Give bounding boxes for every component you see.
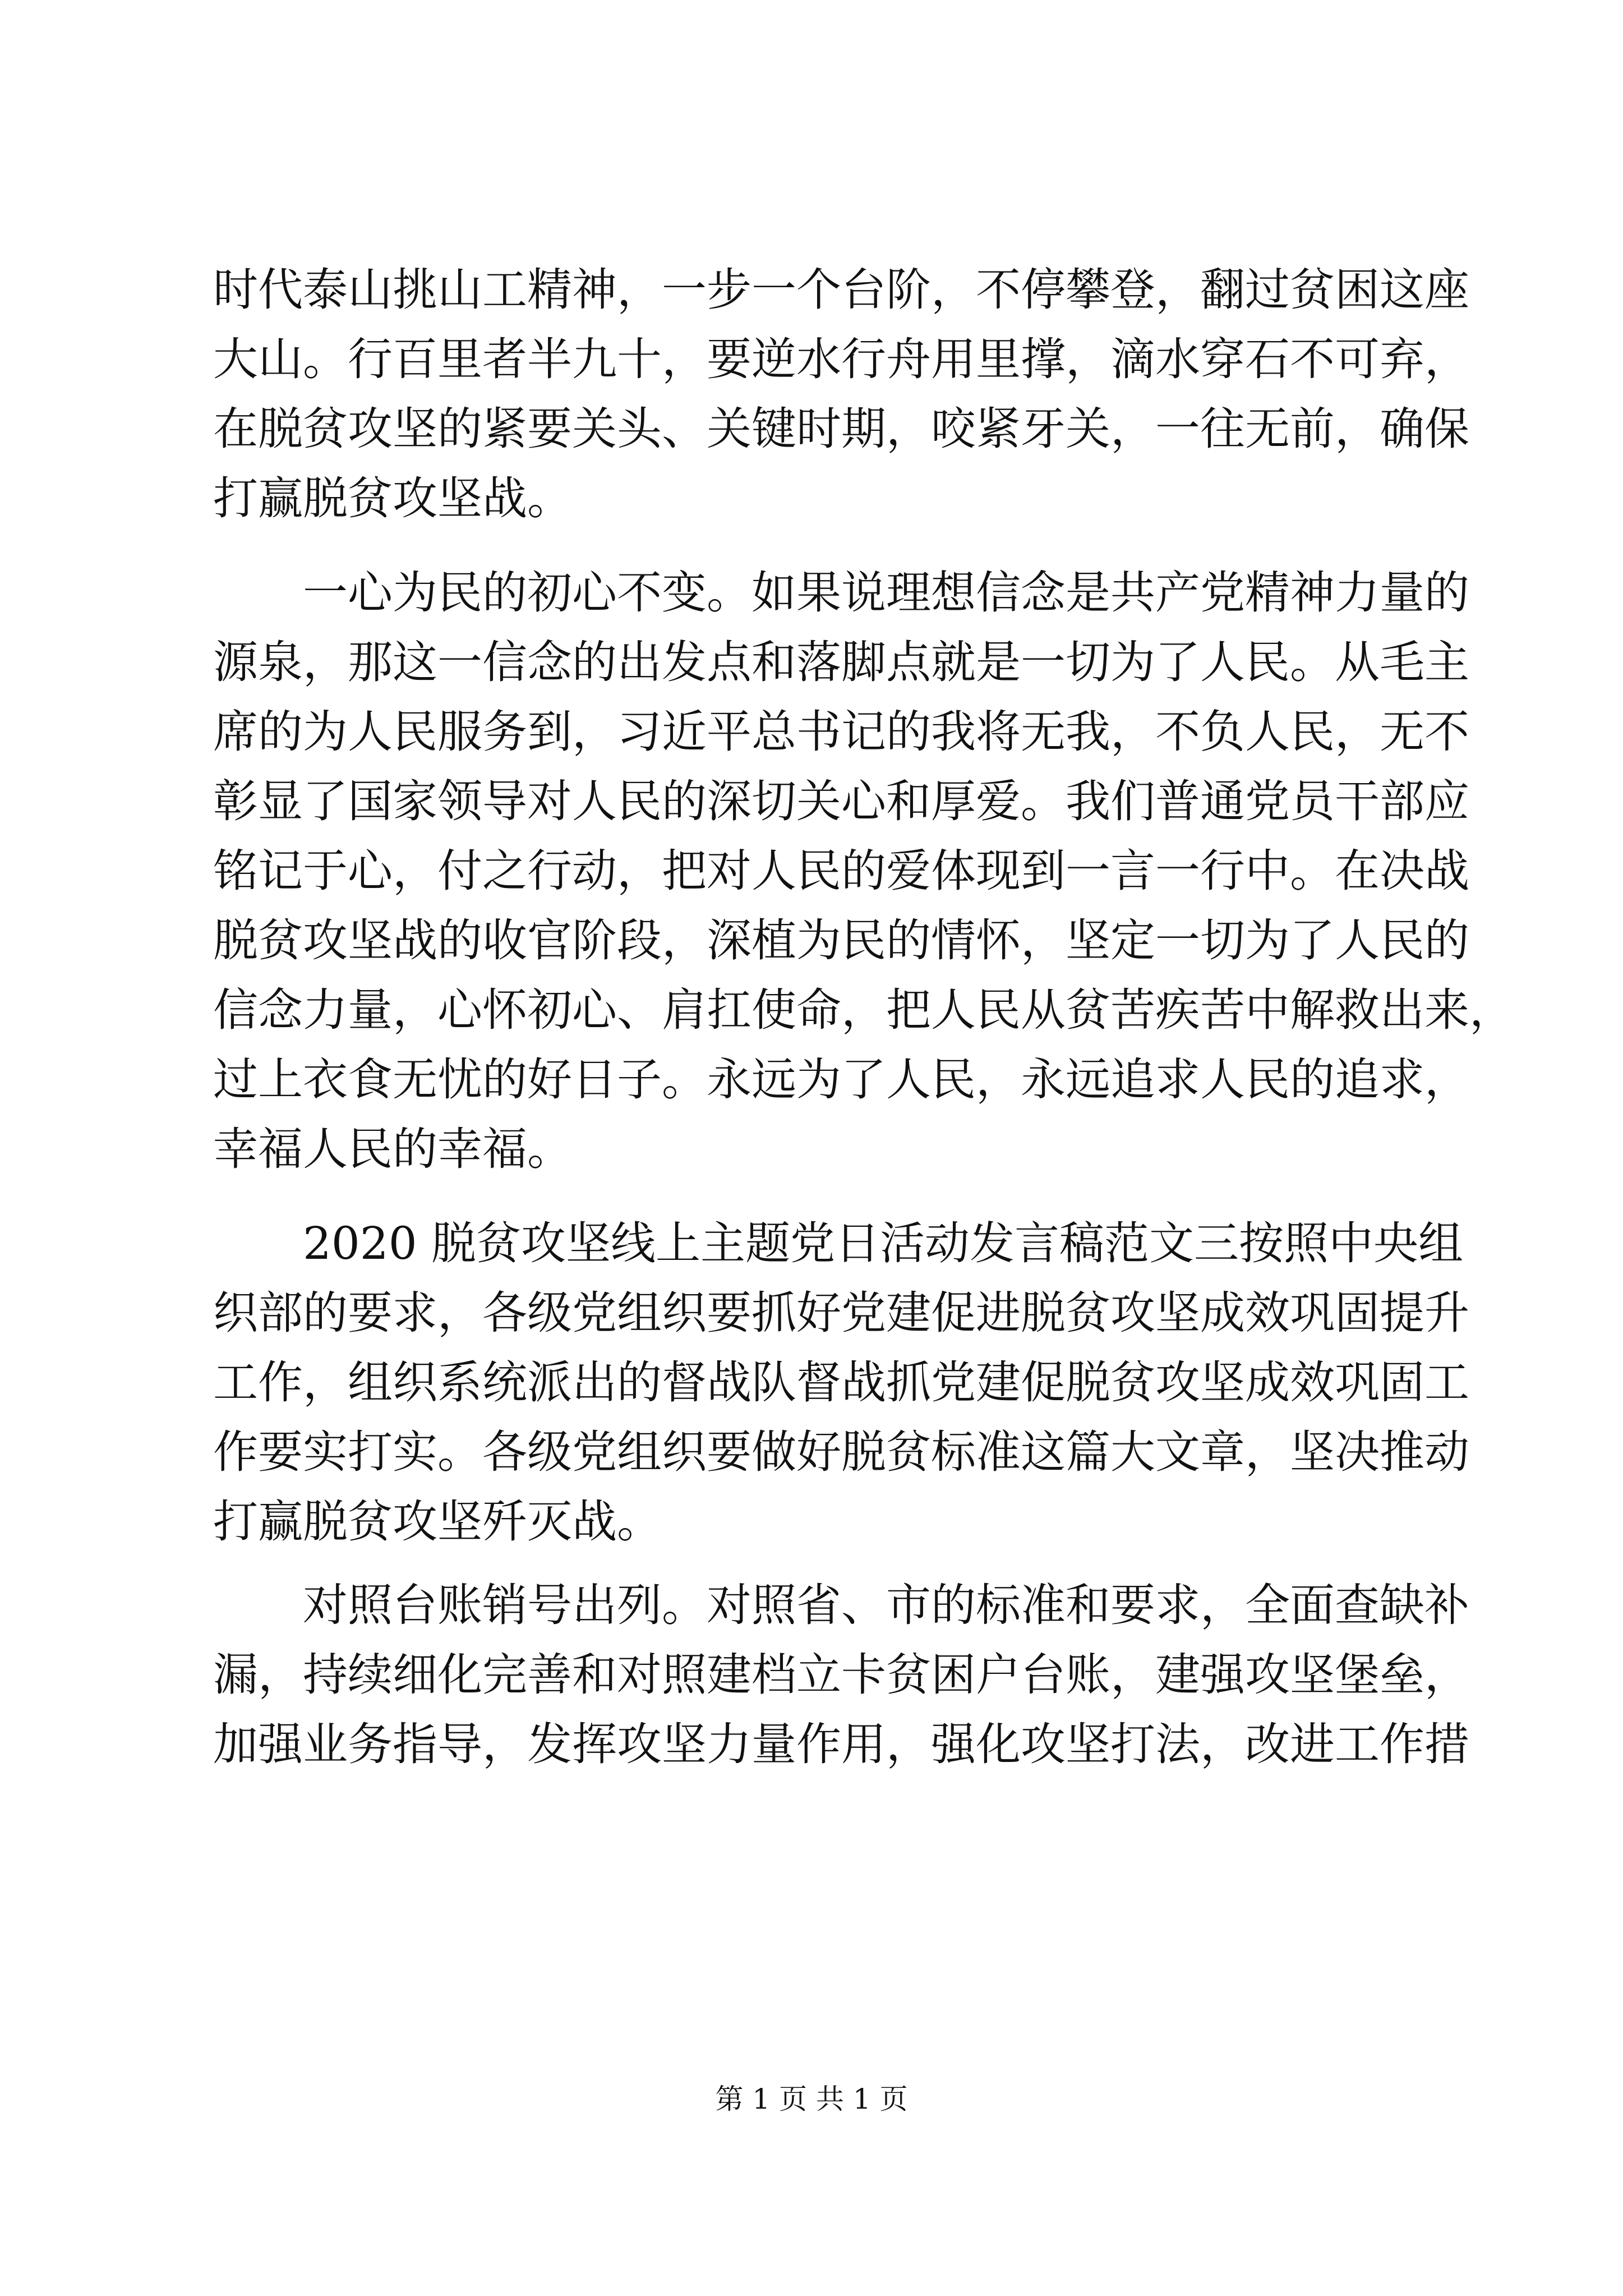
paragraph-1 — [213, 255, 1469, 533]
text-line: 铭记于心，付之行动，把对人民的爱体现到一言一行中。在决战 — [213, 845, 1469, 897]
text-line: 过上衣食无忧的好日子。永远为了人民，永远追求人民的追求， — [213, 1053, 1469, 1106]
text-line: 打赢脱贫攻坚歼灭战。 — [213, 1496, 662, 1548]
text-line: 时代泰山挑山工精神，一步一个台阶，不停攀登，翻过贫困这座 — [213, 264, 1469, 316]
text-line: 源泉，那这一信念的出发点和落脚点就是一切为了人民。从毛主 — [213, 636, 1469, 688]
text-line: 织部的要求，各级党组织要抓好党建促进脱贫攻坚成效巩固提升 — [213, 1287, 1469, 1339]
paragraph-3 — [213, 1209, 1469, 1557]
text-line: 大山。行百里者半九十，要逆水行舟用里撑，滴水穿石不可弃， — [213, 333, 1469, 385]
text-line: 加强业务指导，发挥攻坚力量作用，强化攻坚打法，改进工作措 — [213, 1718, 1469, 1770]
page-footer: 第 1 页 共 1 页 — [715, 2083, 908, 2115]
text-line: 漏，持续细化完善和对照建档立卡贫困户台账，建强攻坚堡垒， — [213, 1649, 1469, 1701]
text-line: 2020 脱贫攻坚线上主题党日活动发言稿范文三按照中央组 — [303, 1217, 1464, 1269]
text-line: 席的为人民服务到，习近平总书记的我将无我，不负人民，无不 — [213, 706, 1469, 758]
text-line: 脱贫攻坚战的收官阶段，深植为民的情怀，坚定一切为了人民的 — [213, 914, 1469, 967]
text-line: 信念力量，心怀初心、肩扛使命，把人民从贫苦疾苦中解救出来， — [213, 984, 1514, 1036]
text-line: 作要实打实。各级党组织要做好脱贫标准这篇大文章，坚决推动 — [213, 1426, 1469, 1478]
text-line: 彰显了国家领导对人民的深切关心和厚爱。我们普通党员干部应 — [213, 775, 1469, 827]
text-line: 一心为民的初心不变。如果说理想信念是共产党精神力量的 — [303, 567, 1469, 619]
text-line: 在脱贫攻坚的紧要关头、关键时期，咬紧牙关，一往无前，确保 — [213, 403, 1469, 455]
text-line: 幸福人民的幸福。 — [213, 1123, 572, 1175]
text-line: 打赢脱贫攻坚战。 — [213, 472, 572, 524]
paragraph-2 — [213, 558, 1514, 1184]
text-line: 工作，组织系统派出的督战队督战抓党建促脱贫攻坚成效巩固工 — [213, 1356, 1469, 1409]
text-line: 对照台账销号出列。对照省、市的标准和要求，全面查缺补 — [303, 1579, 1469, 1631]
paragraph-4 — [213, 1571, 1469, 1779]
